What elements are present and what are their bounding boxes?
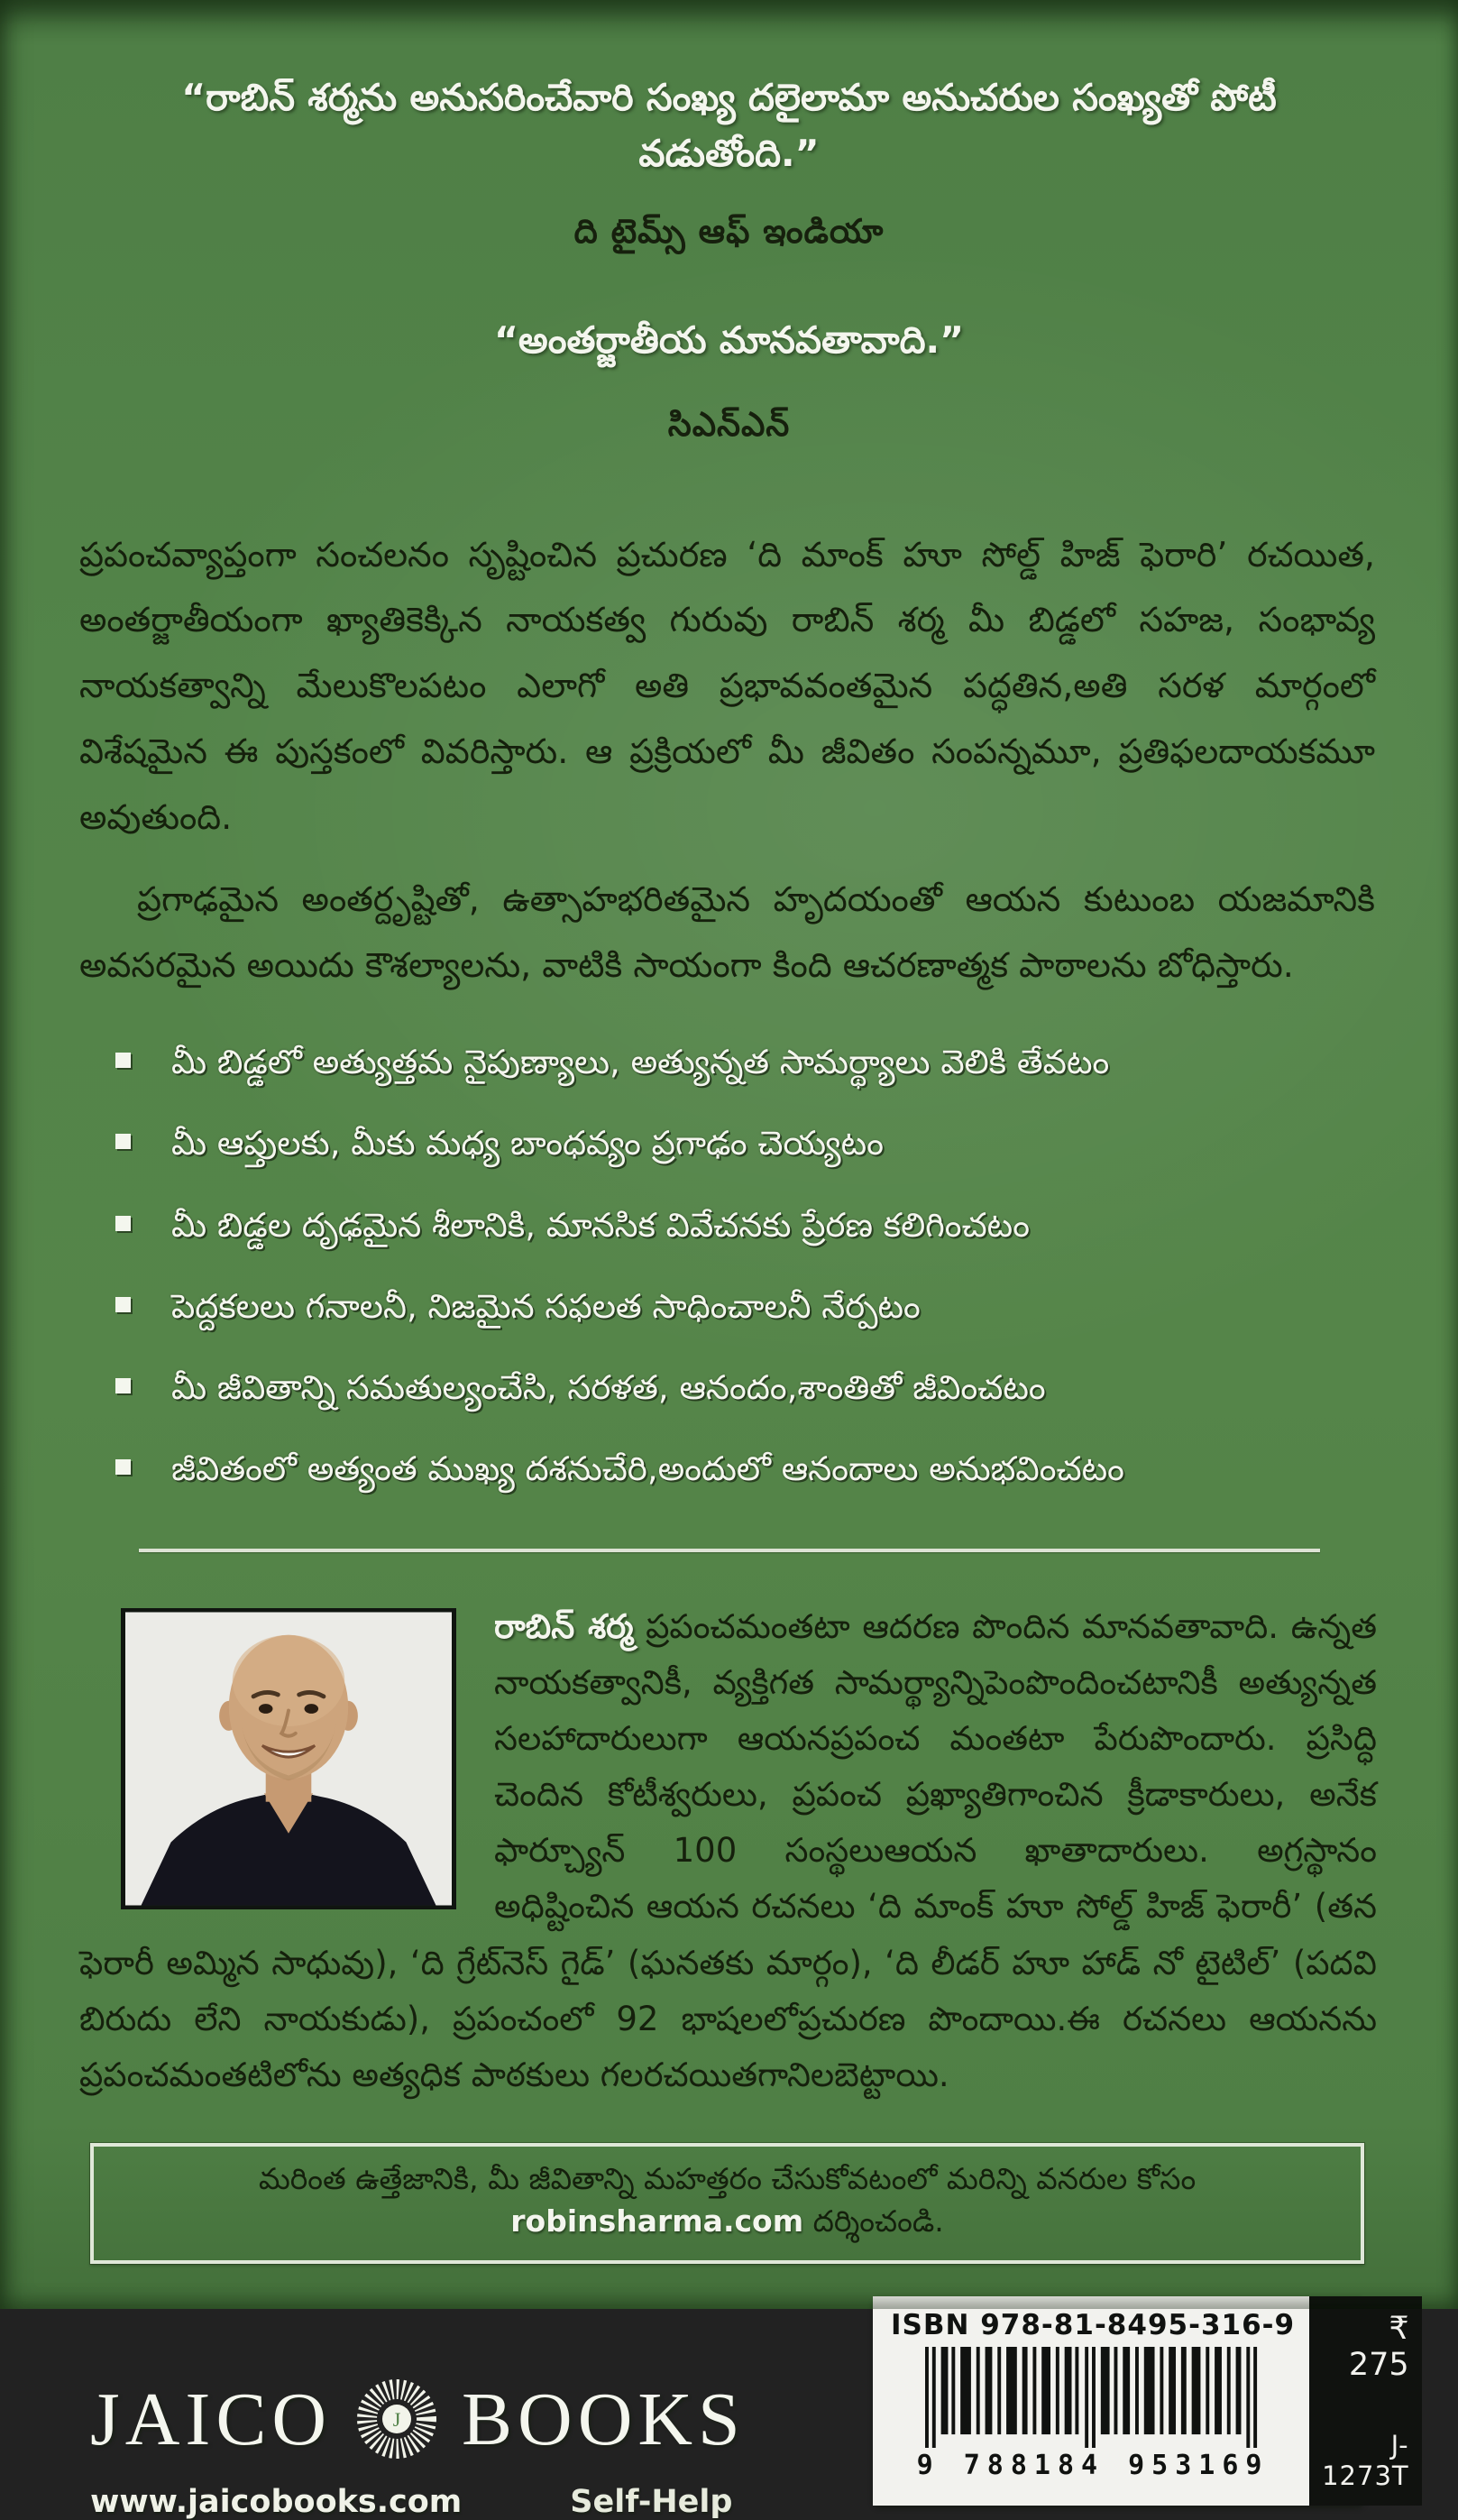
price-panel [1309,2296,1422,2506]
quote-source-times-of-india: ది టైమ్స్ ఆఫ్ ఇండియా [573,212,885,251]
barcode-digit-group2: 953169 [1128,2450,1270,2482]
author-portrait-illustration [125,1613,452,1905]
publisher-website: www.jaicobooks.com [90,2484,463,2520]
square-bullet-icon [115,1053,131,1068]
quote-cnn: “అంతర్జాతీయ మానవతావాది.” [493,318,965,362]
quote-times-of-india: “రాబిన్ శర్మను అనుసరించేవారి సంఖ్య దలైలామా అనుచరుల సంఖ్యతో పోటీ వడుతోంది.” [181,76,1277,175]
barcode-digits [917,2450,1270,2481]
square-bullet-icon [115,1378,131,1393]
isbn-number: ISBN 978-81-8495-316-9 [891,2309,1296,2342]
price-label: ₹ 275 [1348,2311,1409,2384]
callout-text-before: మరింత ఉత్తేజానికి, మీ జీవితాన్ని మహత్తరం చేసుకోవటంలో మరిన్ని వనరుల కోసం [258,2161,1197,2197]
lesson-text: జీవితంలో అత్యంత ముఖ్య దశనుచేరి,అందులో ఆనందాలు అనుభవించటం [171,1449,1124,1489]
jaico-logo-letter: J [392,2408,401,2432]
publisher-block [90,2374,746,2520]
genre-label: Self-Help [570,2484,733,2520]
publisher-logo [90,2374,746,2464]
jaico-sunburst-logo-icon [352,2374,442,2464]
review-quotes [0,0,1458,452]
publisher-word-jaico: JAICO [90,2377,333,2461]
quote-source-cnn: సిఎన్ఎన్ [667,404,791,444]
description-paragraph-1: ప్రపంచవ్యాప్తంగా సంచలనం సృష్టించిన ప్రచురణ ‘ది మాంక్ హూ సోల్డ్ హిజ్ ఫెరారి’ రచయిత, అంతర్జాతీయంగా ఖ్యాతికెక్కిన నాయకత్వ గురువు రాబిన్ శర్మ మీ బిడ్డలో సహజ, సంభావ్య నాయకత్వాన్ని మేలుకొలపటం ఎలాగో అతి ప్రభావవంతమైన పద్ధతిన,అతి సరళ మార్గంలో విశేషమైన ఈ పుస్తకంలో వివరిస్తారు. ఆ ప్రక్రియలో మీ జీవితం సంపన్నమూ, ప్రతిఫలదాయకమూ అవుతుంది. [79,534,1375,838]
author-portrait-photo [121,1608,456,1909]
website-callout-box [90,2143,1364,2264]
barcode-icon [925,2347,1261,2448]
list-item [115,1205,1377,1246]
author-bio-section [79,1599,1377,2103]
barcode-panel [873,2296,1309,2506]
list-item [115,1123,1377,1164]
callout-text-after: దర్శించండి. [803,2203,944,2239]
square-bullet-icon [115,1297,131,1312]
list-item [115,1367,1377,1409]
section-divider [139,1549,1320,1552]
book-description [79,522,1375,999]
author-bio-text: ప్రపంచమంతటా ఆదరణ పొందిన మానవతావాది. ఉన్నత నాయకత్వానికీ, వ్యక్తిగత సామర్థ్యాన్నిపెంపొందించటానికీ అత్యున్నత సలహాదారులుగా ఆయనప్రపంచ మంతటా పేరుపొందారు. ప్రసిద్ధి చెందిన కోటీశ్వరులు, ప్రపంచ ప్రఖ్యాతిగాంచిన క్రీడాకారులు, అనేక ఫార్చ్యూన్ 100 సంస్థలుఆయన ఖాతాదారులు. అగ్రస్థానం అధిష్టించిన ఆయన రచనలు ‘ది మాంక్ హూ సోల్డ్ హిజ్ ఫెరారీ’ (తన ఫెరారీ అమ్మిన సాధువు), ‘ది గ్రేట్‌నెస్ గైడ్’ (ఘనతకు మార్గం), ‘ది లీడర్ హూ హాడ్ నో టైటిల్’ (పదవి బిరుదు లేని నాయకుడు), ప్రపంచంలో 92 భాషలలోప్రచురణ పొందాయి.ఈ రచనలు ఆయనను ప్రపంచమంతటిలోను అత్యధిక పాఠకులు గలరచయితగానిలబెట్టాయి. [79,1606,1377,2094]
lesson-text: మీ బిడ్డల దృఢమైన శీలానికి, మానసిక వివేచనకు ప్రేరణ కలిగించటం [171,1205,1031,1245]
lesson-text: మీ ఆప్తులకు, మీకు మధ్య బాంధవ్యం ప్రగాఢం చెయ్యటం [171,1124,884,1163]
list-item [115,1042,1377,1083]
list-item [115,1449,1377,1490]
barcode-digit-group1: 788184 [963,2450,1105,2482]
square-bullet-icon [115,1216,131,1231]
author-name: రాబిన్ శర్మ [494,1606,634,1646]
publisher-word-books: BOOKS [462,2377,746,2461]
lesson-text: పెద్దకలలు గనాలనీ, నిజమైన సఫలత సాధించాలనీ నేర్పటం [171,1286,921,1326]
barcode-digit-lead: 9 [916,2450,940,2482]
lesson-list [115,1042,1377,1491]
publisher-meta [90,2484,746,2520]
bottom-row [90,2291,1409,2520]
robinsharma-site-text: robinsharma.com [510,2203,804,2239]
isbn-barcode-box [873,2296,1409,2506]
lesson-text: మీ బిడ్డలో అత్యుత్తమ నైపుణ్యాలు, అత్యున్నత సామర్థ్యాలు వెలికి తేవటం [171,1043,1110,1082]
square-bullet-icon [115,1459,131,1475]
description-paragraph-2: ప్రగాఢమైన అంతర్దృష్టితో, ఉత్సాహభరితమైన హృదయంతో ఆయన కుటుంబ యజమానికి అవసరమైన అయిదు కౌశల్యాలను, వాటికి సాయంగా కింది ఆచరణాత్మక పాఠాలను బోధిస్తారు. [79,879,1375,986]
list-item [115,1286,1377,1328]
catalog-code: J-1273T [1322,2430,1409,2492]
square-bullet-icon [115,1134,131,1149]
lesson-text: మీ జీవితాన్ని సమతుల్యంచేసి, సరళత, ఆనందం,శాంతితో జీవించటం [171,1368,1046,1408]
